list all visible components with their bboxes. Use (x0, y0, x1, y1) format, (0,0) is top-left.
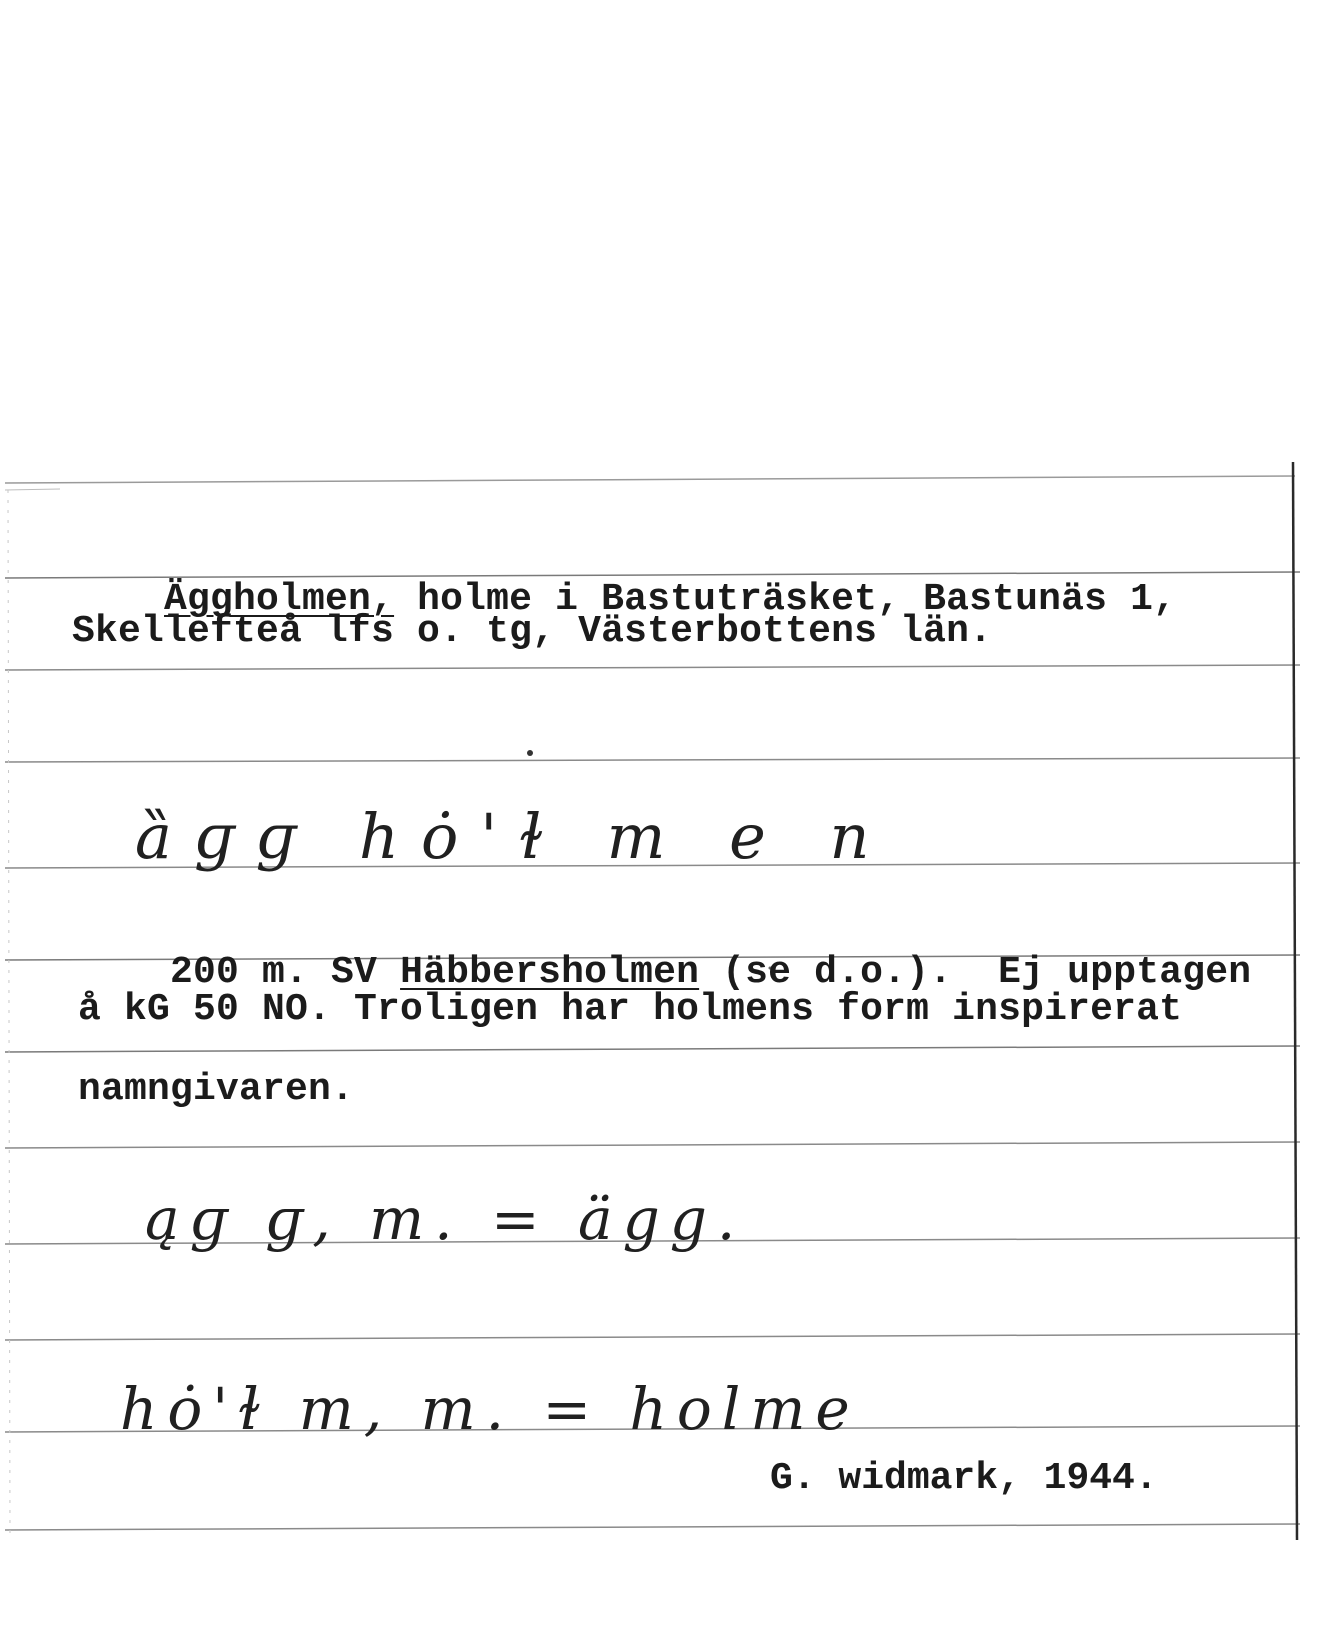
signature: G. widmark, 1944. (770, 1457, 1158, 1500)
cross-reference: Häbbersholmen (400, 951, 700, 994)
description-line-2: å kG 50 NO. Troligen har holmens form inspirerat (78, 988, 1183, 1031)
etymology-line-1: ąɡ ɡ, m. = ägg. (145, 1185, 746, 1253)
description-line-1-pre: 200 m. SV (170, 951, 401, 994)
description-line-1-post: (se d.o.). Ej upptagen (699, 951, 1252, 994)
etymology-line-2: hȯ'ɫ m, m. = holme (120, 1375, 860, 1443)
entry-line-2: Skellefteå lfs o. tg, Västerbottens län. (72, 610, 993, 653)
pronunciation: ȁɡɡ hȯ'ɫ m e n (135, 800, 892, 873)
headword: Äggholmen, (164, 578, 395, 621)
description-line-3: namngivaren. (78, 1068, 355, 1111)
entry-line-1-rest: holme i Bastuträsket, Bastunäs 1, (394, 578, 1177, 621)
